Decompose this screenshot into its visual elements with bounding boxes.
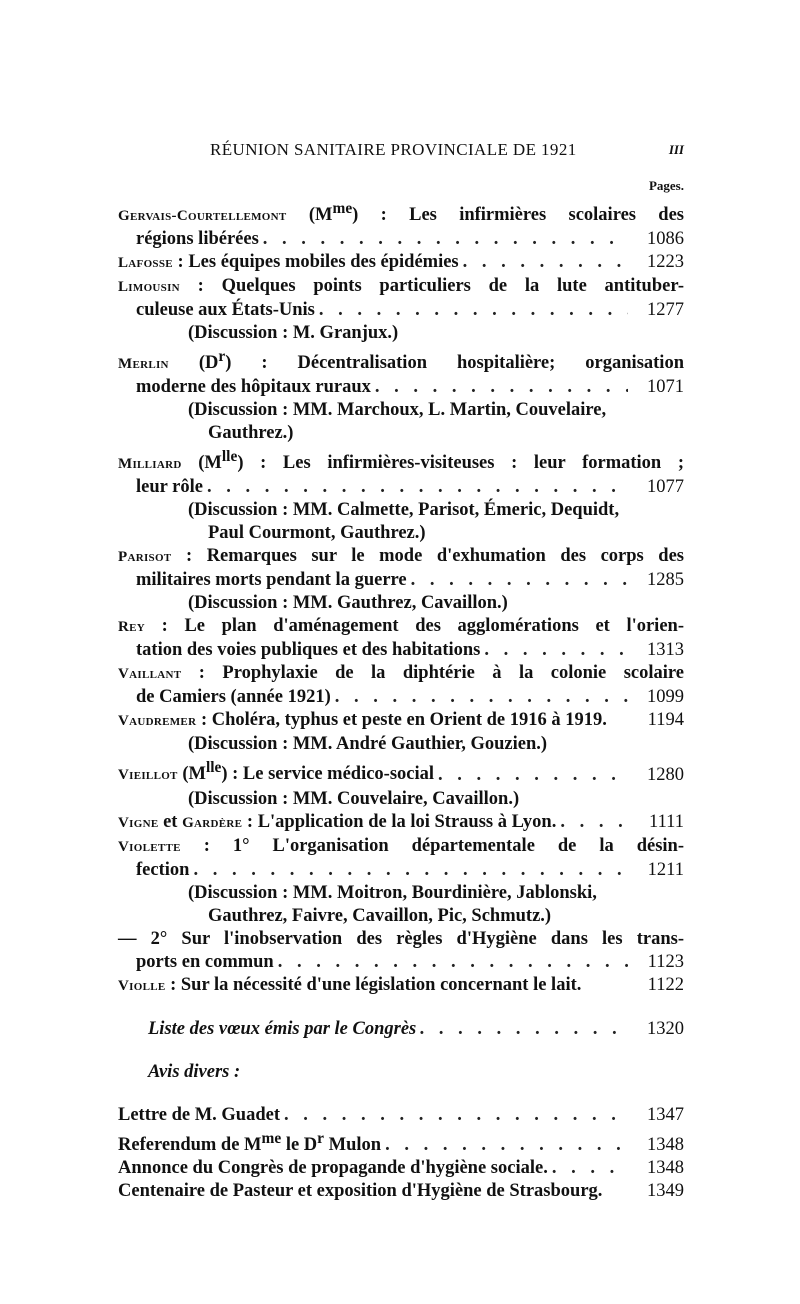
leader-dots [375,376,628,399]
page-ref: 1211 [647,859,684,880]
author-name: Parisot [118,549,172,566]
toc-entry: Vaillant : Prophylaxie de la diphtérie à la colonie scolaire de Camiers (année 1921) . . . 1099 [118,662,684,709]
avis-item: Referendum de $M^{me}$ le $D^r$ Mulon . . . 1348 [118,1127,684,1157]
discussion-line: (Discussion : MM. Calmette, Parisot, Émeric, Dequidt, [188,500,620,521]
page-ref: 1349 [647,1180,684,1201]
leader-dots [484,639,628,662]
page-ref: 1077 [647,477,684,498]
toc-entry: Vaudremer : Choléra, typhus et peste en Orient de 1916 à 1919. 1194 (Discussion : MM. André Gauthier, Gouzien.) [118,710,684,755]
page-ref: 1313 [647,640,684,661]
author-name: Vieillot [118,767,178,784]
discussion-line: (Discussion : MM. Moitron, Bourdinière, Jablonski, [188,882,597,903]
author-name: Gardère [182,814,243,831]
author-name: Merlin [118,356,169,373]
running-title: RÉUNION SANITAIRE PROVINCIALE DE 1921 [210,140,577,159]
leader-dots [278,951,628,974]
leader-dots [411,569,628,592]
toc-entry: Rey : Le plan d'aménagement des agglomérations et l'orien- tation des voies publiques et des habitations . . . 1313 [118,615,684,662]
page-ref: 1320 [647,1018,684,1039]
page-header [118,140,684,170]
entry-heading: Gervais-Courtellemont $(M^{me})$ : Les infirmières scolaires des [118,200,684,226]
avis-item: Lettre de M. Guadet . . . 1347 [118,1104,684,1127]
page-ref: 1223 [647,252,684,273]
leader-dots [207,476,628,499]
page-ref: 1071 [647,377,684,398]
author-name: Limousin [118,279,180,296]
discussion-line: Gauthrez.) [208,423,294,444]
toc-entry: Merlin $(D^r)$ : Décentralisation hospitalière; organisation moderne des hôpitaux ruraux . . . 1071 (Discussion : MM. Marchoux, L. Martin, Couvelaire, Gauthrez.) [118,345,684,445]
pages-column-label: Pages. [648,178,684,193]
avis-title: Avis divers : [148,1061,241,1082]
page-ref: 1086 [647,229,684,250]
author-name: Vigne [118,814,159,831]
page-ref: 1347 [647,1104,684,1125]
leader-dots [263,228,628,251]
discussion-line: (Discussion : M. Granjux.) [188,323,399,344]
leader-dots [463,251,628,274]
page-ref: 1348 [647,1134,684,1155]
author-name: Violle [118,977,166,994]
leader-dots [560,811,628,834]
table-of-contents [118,197,684,1203]
toc-entry [118,197,684,251]
leader-dots [284,1104,628,1127]
avis-item: Annonce du Congrès de propagande d'hygiène sociale. . . . 1348 [118,1157,684,1180]
discussion-line: (Discussion : MM. André Gauthier, Gouzien.) [188,734,548,755]
discussion-line: (Discussion : MM. Marchoux, L. Martin, Couvelaire, [188,400,607,421]
author-name: Gervais-Courtellemont [118,208,287,225]
voeux-entry: Liste des vœux émis par le Congrès . . . 1320 [118,1018,684,1041]
page-number: III [668,142,684,157]
page-ref: 1194 [647,710,684,731]
toc-entry: Vigne et Gardère : L'application de la loi Strauss à Lyon. . . . 1111 [118,811,684,835]
leader-dots [385,1134,628,1157]
discussion-line: (Discussion : MM. Gauthrez, Cavaillon.) [188,593,508,614]
discussion-line: Gauthrez, Faivre, Cavaillon, Pic, Schmutz.) [208,905,552,926]
author-name: Lafosse [118,255,173,272]
page-ref: 1277 [647,300,684,321]
author-name: Vaillant [118,666,182,683]
discussion-line: (Discussion : MM. Couvelaire, Cavaillon.) [188,788,520,809]
toc-entry: Milliard $(M^{lle})$ : Les infirmières-visiteuses : leur formation ; leur rôle . . . 1077 (Discussion : MM. Calmette, Parisot, Émeric, Dequidt, Paul Courmont, Gauthrez.) [118,445,684,545]
toc-entry: Vieillot $(M^{lle})$ : Le service médico-social . . . 1280 (Discussion : MM. Couvelaire, Cavaillon.) [118,756,684,810]
page-ref: 1285 [647,570,684,591]
leader-dots [193,859,628,882]
author-name: Milliard [118,456,182,473]
toc-entry: Violle : Sur la nécessité d'une législation concernant le lait. 1122 [118,974,684,995]
leader-dots [319,299,628,322]
page-ref: 1111 [649,811,684,832]
discussion-line: Paul Courmont, Gauthrez.) [208,523,426,544]
toc-entry: Lafosse : Les équipes mobiles des épidémies . . . 1223 [118,251,684,275]
toc-entry: Parisot : Remarques sur le mode d'exhumation des corps des militaires morts pendant la guerre . . . 1285 (Discussion : MM. Gauthrez, Cavaillon.) [118,545,684,615]
toc-entry: Limousin : Quelques points particuliers de la lute antituber- culeuse aux États-Unis . . . 1277 (Discussion : M. Granjux.) [118,275,684,345]
page-ref: 1280 [647,764,684,785]
author-name: Rey [118,619,146,636]
entry-continuation: régions libérées . . . 1086 [118,228,684,251]
page-ref: 1099 [647,687,684,708]
author-name: Vaudremer [118,713,197,730]
leader-dots [552,1157,628,1180]
author-name: Violette [118,838,181,855]
leader-dots [335,686,628,709]
avis-item: Centenaire de Pasteur et exposition d'Hygiène de Strasbourg. 1349 [118,1180,684,1201]
toc-entry: Violette : 1° L'organisation départementale de la désin- fection . . . 1211 (Discussion : MM. Moitron, Bourdinière, Jablonski, Gauthrez, Faivre, Cavaillon, Pic, Schmutz.) — 2° Sur l'inobservation des règles d'Hygiène dans les trans- ports en commun . . . 1123 [118,835,684,974]
entry-subitem: — 2° Sur l'inobservation des règles d'Hygiène dans les trans- [118,928,684,949]
page-ref: 1122 [647,974,684,995]
page-ref: 1123 [647,951,684,972]
page-ref: 1348 [647,1157,684,1178]
leader-dots [438,764,628,787]
leader-dots [420,1018,628,1041]
